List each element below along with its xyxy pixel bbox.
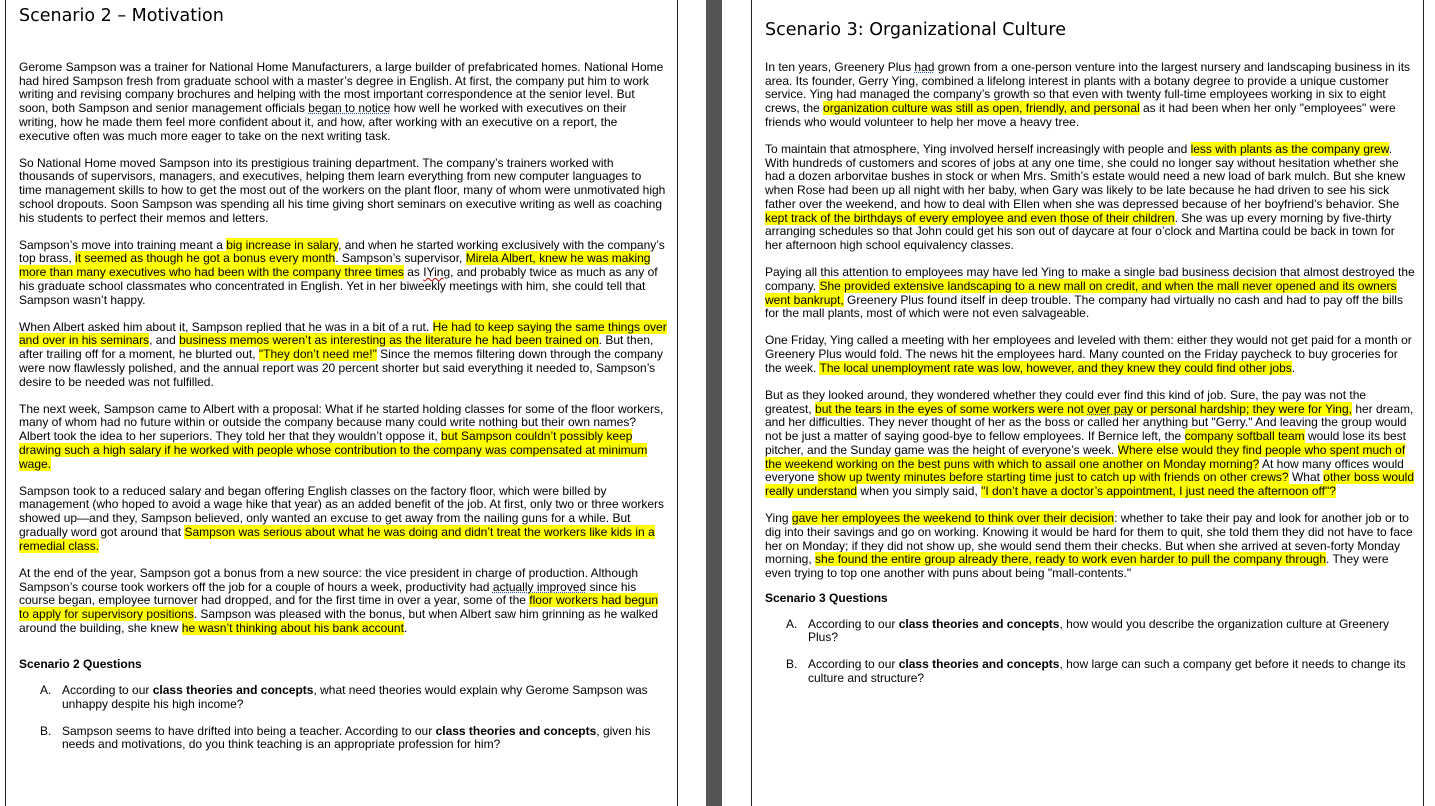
paragraph-2: So National Home moved Sampson into its prestigious training department. The company’s trainers worked with thousands of supervisors, managers, and executives, helping them learn everything from new computer languages to time management skills to how to get the most out of the workers on the plant floor, many of whom were unmotivated high school dropouts. Soon Sampson was spending all his time giving short seminars on executive writing as well as coaching his students to perfect their memos and letters.: [19, 155, 666, 225]
highlighted-text: He had to keep saying the same things over and over in his seminars: [19, 319, 667, 348]
highlighted-text: big increase in salary: [226, 237, 339, 252]
highlighted-text: Mirela Albert, knew he was making more than many executives who had been with the company three times: [19, 251, 651, 280]
spelling-marked-text: IYing: [423, 265, 451, 280]
grammar-marked-text: began to notice: [308, 101, 391, 116]
highlighted-text: other boss would really understand: [765, 470, 1415, 498]
highlighted-text: but the tears in the eyes of some workers were not over pay or personal hardship; they were for Ying,: [815, 401, 1352, 416]
highlighted-text: floor workers had begun to apply for supervisory positions: [19, 593, 659, 621]
question-item: A. According to our class theories and concepts, what need theories would explain why Gerome Sampson was unhappy despite his high income?: [40, 683, 648, 712]
document-page-scenario-3: [751, 0, 1424, 806]
highlighted-text: he wasn’t thinking about his bank account: [181, 620, 404, 635]
highlighted-text: "They don’t need me!": [258, 347, 377, 362]
highlighted-text: show up twenty minutes before starting time just to catch up with friends on other crews?: [817, 470, 1289, 485]
highlighted-text: she found the entire group already there, ready to work even harder to pull the company through: [815, 552, 1327, 567]
page-body: [19, 61, 667, 752]
highlighted-text: but Sampson couldn’t possibly keep drawing such a high salary if he worked with people whose contribution to the company was compensated at minimum wage.: [19, 429, 648, 471]
paragraph-4: One Friday, Ying called a meeting with her employees and leveled with them: either they would not get paid for a month or Greenery Plus would fold. The news hit the employees hard. Many counted on the Friday paycheck to buy groceries for the week. The local unemployment rate was low, however, and they knew they could find other jobs.: [765, 333, 1412, 375]
highlighted-text: Sampson was serious about what he was doing and didn’t treat the workers like kids in a remedial class.: [19, 524, 655, 553]
question-item: A. According to our class theories and concepts, how would you describe the organization culture at Greenery Plus?: [786, 616, 1389, 645]
highlighted-text: organization culture was still as open, friendly, and personal: [823, 101, 1140, 116]
highlighted-text: "I don’t have a doctor’s appointment, I just need the afternoon off"?: [981, 483, 1336, 498]
highlighted-text: gave her employees the weekend to think over their decision: [791, 511, 1115, 526]
paragraph-1: Gerome Sampson was a trainer for National Home Manufacturers, a large builder of prefabricated homes. National Home had hired Sampson fresh from graduate school with a master’s degree in English. At first, the company put him to work writing and revising company brochures and helping with the most important correspondence at the senior level. But soon, both Sampson and senior management officials began to notice how well he worked with executives on their writing, how he made them feel more confident about it, and how, after working with an executive on a report, the executive often was much more eager to take on the next writing task.: [19, 60, 664, 143]
highlighted-text: company softball team: [1184, 429, 1305, 444]
highlighted-text: it seemed as though he got a bonus every month: [75, 251, 336, 266]
paragraph-5: The next week, Sampson came to Albert with a proposal: What if he started holding classes for some of the floor workers, many of whom had no future within or outside the company because many could write nothing but their own names? Albert took the idea to her superiors. They told her that they wouldn’t oppose it, but Sampson couldn’t possibly keep drawing such a high salary if he worked with people whose contribution to the company was compensated at minimum wage.: [19, 401, 664, 471]
grammar-marked-text: actually improved: [492, 579, 587, 594]
page-title: Scenario 2 – Motivation: [19, 6, 224, 26]
paragraph-3: Sampson’s move into training meant a big increase in salary, and when he started working exclusively with the company’s top brass, it seemed as though he got a bonus every month. Sampson’s supervisor, Mirela Albert, knew he was making more than many executives who had been with the company three times as IYing, and probably twice as much as any of his graduate school classmates who concentrated in English. Yet in her biweekly meetings with him, she could tell that Sampson wasn’t happy.: [19, 237, 665, 307]
highlighted-text: less with plants as the company grew: [1190, 142, 1389, 157]
page-title: Scenario 3: Organizational Culture: [765, 20, 1066, 40]
page-body: [765, 61, 1415, 686]
paragraph-5: But as they looked around, they wondered whether they could ever find this kind of job. Sure, the pay was not the greatest, but the tears in the eyes of some workers were not over pay or personal hardship; they were for Ying, her dream, and her difficulties. They never thought of her as the boss or called her anything but "Gerry." And leaving the group would not be just a matter of saying good-bye to fellow employees. If Bernice left, the company softball team would lose its best pitcher, and the Sunday game was the height of everyone’s week. Where else would they find people who spent much of the weekend working on the best puns with which to assail one another on Monday morning? At how many offices would everyone show up twenty minutes before starting time just to catch up with friends on other crews? What other boss would really understand when you simply said, "I don’t have a doctor’s appointment, I just need the afternoon off"?: [765, 388, 1415, 498]
document-page-scenario-2: [5, 0, 678, 806]
page-gutter: [706, 0, 722, 806]
questions-list: [765, 618, 1415, 686]
paragraph-4: When Albert asked him about it, Sampson replied that he was in a bit of a rut. He had to keep saying the same things over and over in his seminars, and business memos weren’t as interesting as the literature he had been trained on. But then, after trailing off for a moment, he blurted out, "They don’t need me!" Since the memos filtering down through the company were now flawlessly polished, and the annual report was 20 percent shorter but said everything it needed to, Sampson’s desire to be needed was not fulfilled.: [19, 319, 667, 389]
questions-heading: Scenario 2 Questions: [19, 657, 142, 672]
questions-list: [19, 684, 667, 752]
paragraph-6: Ying gave her employees the weekend to think over their decision: whether to take their pay and look for another job or to dig into their savings and go on working. Knowing it would be hard for them to quit, she told them they did not have to face her on Monday; if they did not show up, she would send them their checks. But when she arrived at seven-forty Monday morning, she found the entire group already there, ready to work even harder to pull the company through. They were even trying to top one another with puns about being "mall-contents.": [765, 511, 1413, 580]
highlighted-text: Where else would they find people who spent much of the weekend working on the best puns with which to assail one another on Monday morning?: [765, 442, 1406, 471]
paragraph-6: Sampson took to a reduced salary and began offering English classes on the factory floor, which were billed by management (who hoped to avoid a wage hike that year) as an added benefit of the job. At first, only two or three workers showed up—and they, Sampson believed, only wanted an excuse to get away from the nailing guns for a while. But gradually word got around that Sampson was serious about what he was doing and didn’t treat the workers like kids in a remedial class.: [19, 483, 665, 553]
question-item: B. According to our class theories and concepts, how large can such a company get before it needs to change its culture and structure?: [786, 657, 1406, 685]
questions-heading: Scenario 3 Questions: [765, 590, 888, 605]
paragraph-1: In ten years, Greenery Plus had grown from a one-person venture into the largest nursery and landscaping business in its area. Its founder, Gerry Ying, combined a lifelong interest in plants with a botany degree to provide a unique customer service. Ying had managed the company’s growth so that even with twenty full-time employees working in six to eight crews, the organization culture was still as open, friendly, and personal as it had been when her only "employees" were friends who would volunteer to help her move a heavy tree.: [765, 60, 1411, 129]
highlighted-text: She provided extensive landscaping to a new mall on credit, and when the mall never opened and its owners went bankrupt,: [765, 278, 1397, 307]
highlighted-text: kept track of the birthdays of every employee and even those of their children: [765, 210, 1175, 225]
highlighted-text: business memos weren’t as interesting as the literature he had been trained on: [179, 333, 599, 348]
paragraph-7: At the end of the year, Sampson got a bonus from a new source: the vice president in charge of production. Although Sampson’s course took workers off the job for a couple of hours a week, productivity had actually improved since his course began, employee turnover had dropped, and for the first time in over a year, some of the floor workers had begun to apply for supervisory positions. Sampson was pleased with the bonus, but when Albert saw him grinning as he walked around the building, she knew he wasn’t thinking about his bank account.: [19, 565, 659, 635]
highlighted-text: The local unemployment rate was low, however, and they knew they could find other jobs: [819, 360, 1292, 375]
question-item: B. Sampson seems to have drifted into being a teacher. According to our class theories and concepts, given his needs and motivations, do you think teaching is an appropriate profession for him?: [40, 723, 651, 752]
grammar-marked-text: had: [914, 60, 935, 74]
paragraph-3: Paying all this attention to employees may have led Ying to make a single bad business decision that almost destroyed the company. She provided extensive landscaping to a new mall on credit, and when the mall never opened and its owners went bankrupt, Greenery Plus found itself in deep trouble. The company had virtually no cash and had to pay off the bills for the mall plants, most of which were not even salvageable.: [765, 265, 1415, 321]
paragraph-2: To maintain that atmosphere, Ying involved herself increasingly with people and less with plants as the company grew. With hundreds of customers and scores of jobs at any one time, she could no longer say without hesitation whether she had a dozen arborvitae bushes in stock or when Mrs. Smith’s estate would need a new load of bark mulch. But she knew when Rose had been up all night with her baby, when Gary was likely to be late because he had driven to see his sick father over the weekend, and how to deal with Ellen when she was depressed because of her boyfriend’s behavior. She kept track of the birthdays of every employee and even those of their children. She was up every morning by five-thirty arranging schedules so that John could get his son out of daycare at four o’clock and Martina could be back in town for her afternoon high school equivalency classes.: [765, 142, 1406, 252]
